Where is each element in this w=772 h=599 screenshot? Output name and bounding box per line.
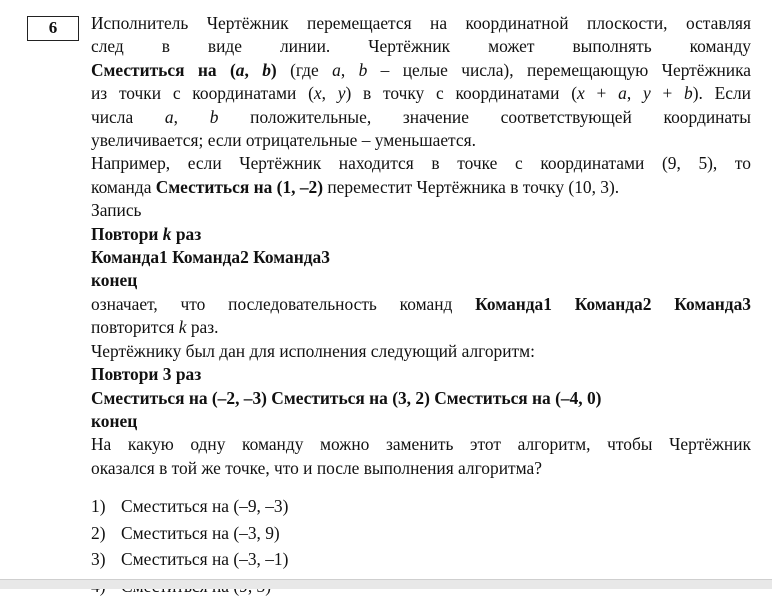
para1-line4: из точки с координатами (x, y) в точку с координатами (x + a, y + b). Если: [91, 83, 751, 104]
given-line: Чертёжнику был дан для исполнения следующий алгоритм:: [91, 340, 535, 361]
answer-option-3[interactable]: 3) Сместиться на (–3, –1): [91, 549, 289, 570]
para1-line3: Сместиться на (a, b) (где a, b – целые числа), перемещающую Чертёжника: [91, 59, 752, 80]
question-line1: На какую одну команду можно заменить этот алгоритм, чтобы Чертёжник: [91, 434, 751, 455]
para1-line5: числа a, b положительные, значение соответствующей координаты: [91, 106, 751, 127]
repeat-k-line: Повтори k раз: [91, 223, 202, 244]
answer-option-1[interactable]: 1) Сместиться на (–9, –3): [91, 496, 289, 517]
means-line2: повторится k раз.: [91, 317, 219, 338]
para2-line2: команда Сместиться на (1, –2) переместит Чертёжника в точку (10, 3).: [91, 176, 620, 197]
task-content: [91, 12, 751, 599]
end-line-1: конец: [91, 270, 138, 291]
para1-line1: Исполнитель Чертёжник перемещается на координатной плоскости, оставляя: [91, 13, 751, 33]
task-number: 6: [27, 16, 79, 41]
repeat-3-line: Повтори 3 раз: [91, 364, 202, 385]
record-label: Запись: [91, 200, 142, 221]
end-line-2: конец: [91, 410, 138, 431]
means-line1: означает, что последовательность команд Команда1 Команда2 Команда3: [91, 293, 751, 314]
algorithm-line: Сместиться на (–2, –3) Сместиться на (3, 2) Сместиться на (–4, 0): [91, 387, 602, 408]
para1-line6: увеличивается; если отрицательные – уменьшается.: [91, 130, 476, 151]
para2-line1: Например, если Чертёжник находится в точке с координатами (9, 5), то: [91, 153, 751, 174]
para1-line2: след в виде линии. Чертёжник может выполнять команду: [91, 36, 751, 57]
commands-line: Команда1 Команда2 Команда3: [91, 247, 330, 268]
command-name: Сместиться на (a, b): [91, 59, 277, 80]
question-line2: оказался в той же точке, что и после выполнения алгоритма?: [91, 457, 542, 478]
answer-option-2[interactable]: 2) Сместиться на (–3, 9): [91, 522, 280, 543]
